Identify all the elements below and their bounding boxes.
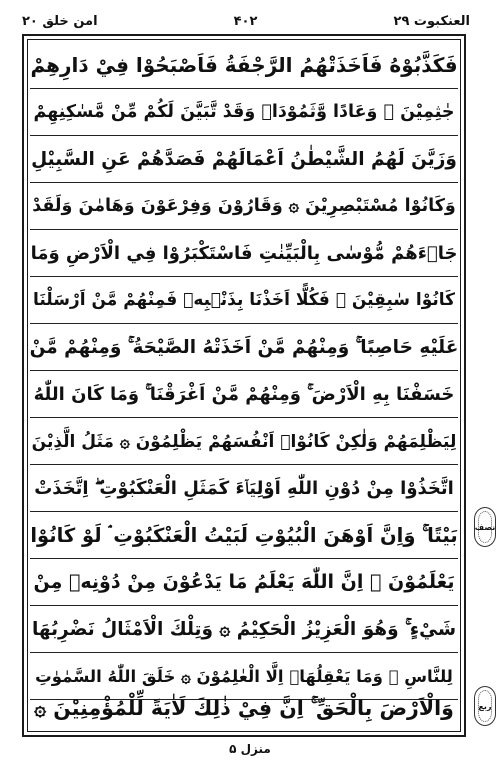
juz-title: امن خلق ۲۰ xyxy=(22,13,98,29)
page-header xyxy=(22,10,470,32)
verse-line: جَاۤءَهُمْ مُّوْسٰى بِالْبَيِّنٰتِ فَاسْتَكْبَرُوْا فِي الْاَرْضِ وَمَا xyxy=(30,230,458,277)
verse-line: لِلنَّاسِ ۚ وَمَا يَعْقِلُهَاۤ اِلَّا الْعٰلِمُوْنَ ۞ خَلَقَ اللّٰهُ السَّمٰوٰتِ xyxy=(30,653,458,700)
verse-line: جٰثِمِيْنَ ۞ وَعَادًا وَّثَمُوْدَاۡ وَقَدْ تَّبَيَّنَ لَكُمْ مِّنْ مَّسٰكِنِهِمْ xyxy=(30,89,458,136)
verse-line: كَانُوْا سٰبِقِيْنَ ۞ فَكُلًّا اَخَذْنَا بِذَنْۢبِهٖ فَمِنْهُمْ مَّنْ اَرْسَلْنَا xyxy=(30,277,458,324)
hizb-marker-icon: نصف xyxy=(474,507,496,547)
verse-line: عَلَيْهِ حَاصِبًا ۚ وَمِنْهُمْ مَّنْ اَخَذَتْهُ الصَّيْحَةُ ۚ وَمِنْهُمْ مَّنْ xyxy=(30,324,458,371)
verse-line: وَالْاَرْضَ بِالْحَقِّ ۚ اِنَّ فِيْ ذٰلِكَ لَاٰيَةً لِّلْمُؤْمِنِيْنَ ۞ xyxy=(34,695,454,720)
verse-line: لِيَظْلِمَهُمْ وَلٰكِنْ كَانُوْاۤ اَنْفُسَهُمْ يَظْلِمُوْنَ ۞ مَثَلُ الَّذِيْنَ xyxy=(30,418,458,465)
verse-line: فَكَذَّبُوْهُ فَاَخَذَتْهُمُ الرَّجْفَةُ فَاَصْبَحُوْا فِيْ دَارِهِمْ xyxy=(30,42,458,89)
verse-line: يَعْلَمُوْنَ ۞ اِنَّ اللّٰهَ يَعْلَمُ مَا يَدْعُوْنَ مِنْ دُوْنِهٖ مِنْ xyxy=(30,559,458,606)
verse-line: وَكَانُوْا مُسْتَبْصِرِيْنَ ۞ وَقَارُوْنَ وَفِرْعَوْنَ وَهَامٰنَ وَلَقَدْ xyxy=(30,183,458,230)
verse-line: خَسَفْنَا بِهِ الْاَرْضَ ۚ وَمِنْهُمْ مَّنْ اَغْرَقْنَا ۚ وَمَا كَانَ اللّٰهُ xyxy=(30,371,458,418)
surah-title: العنکبوت ۲۹ xyxy=(393,13,470,29)
verse-lines xyxy=(24,36,464,735)
manzil-footer: منزل ۵ xyxy=(229,742,271,756)
page-number: ۴۰۲ xyxy=(233,13,258,29)
verse-line: شَيْءٍ ۚ وَهُوَ الْعَزِيْزُ الْحَكِيْمُ ۞ وَتِلْكَ الْاَمْثَالُ نَضْرِبُهَا xyxy=(30,606,458,653)
verse-line: بَيْتًا ۚ وَاِنَّ اَوْهَنَ الْبُيُوْتِ لَبَيْتُ الْعَنْكَبُوْتِ ۘ لَوْ كَانُوْا xyxy=(30,512,458,559)
verse-line: اتَّخَذُوْا مِنْ دُوْنِ اللّٰهِ اَوْلِيَاۤءَ كَمَثَلِ الْعَنْكَبُوْتِ ۖ اِتَّخَذَتْ xyxy=(30,465,458,512)
text-frame xyxy=(22,34,466,737)
verse-line: وَزَيَّنَ لَهُمُ الشَّيْطٰنُ اَعْمَالَهُمْ فَصَدَّهُمْ عَنِ السَّبِيْلِ xyxy=(30,136,458,183)
ruku-marker-icon: ربع xyxy=(474,686,496,726)
